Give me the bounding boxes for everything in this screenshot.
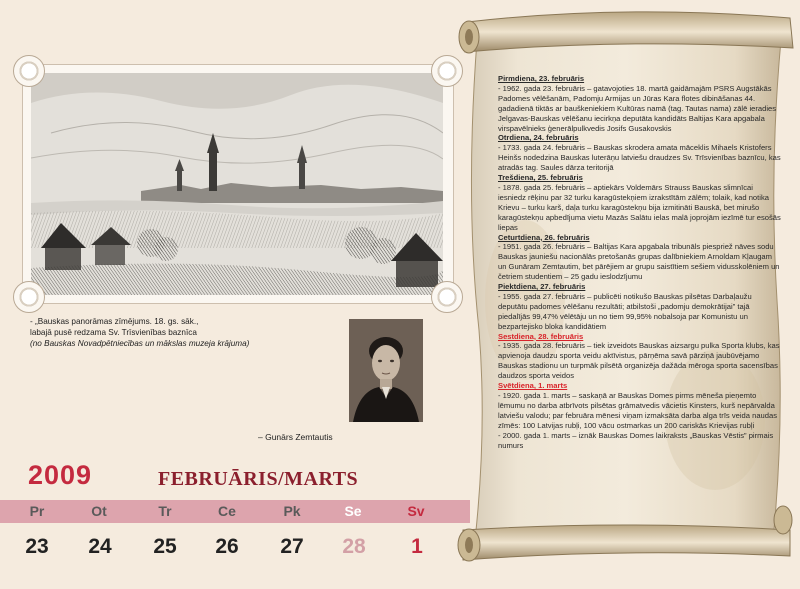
event-day-heading: Otrdiena, 24. februāris bbox=[498, 133, 579, 143]
panorama-engraving-image bbox=[31, 73, 443, 295]
scroll-events-text bbox=[498, 74, 782, 450]
weekday-label-saturday: Se bbox=[344, 503, 362, 519]
frame-corner-ornament bbox=[13, 55, 45, 87]
calendar-date-saturday: 28 bbox=[342, 535, 366, 558]
event-text: - 1920. gada 1. marts – saskaņā ar Bauskas Domes pirms mēneša pieņemto lēmumu no darba atbrīvots pilsētas grāmatvedis vācietis Kinsters, kurš nepārvalda latviešu valodu; par februāra mēnesi viņam izmaksāta darba alga trīs veida naudas zīmēs: 100 Latvijas rubļi, 100 vācu ostmarkas un 200 cariskās Krievijas rubļi - 2000. gada 1. marts – iznāk Bauskas Domes laikraksts „Bauskas Vēstis” pirmais numurs bbox=[498, 391, 778, 450]
weekday-label-sunday: Sv bbox=[407, 503, 425, 519]
weekday-label: Ce bbox=[218, 503, 236, 519]
calendar-month: FEBRUĀRIS/MARTS bbox=[158, 468, 359, 490]
event-day-heading-saturday: Sestdiena, 28. februāris bbox=[498, 331, 584, 341]
event-day-heading: Piektdiena, 27. februāris bbox=[498, 282, 586, 292]
event-day-heading-sunday: Svētdiena, 1. marts bbox=[498, 381, 568, 391]
weekday-label: Tr bbox=[158, 503, 172, 519]
weekday-label: Pr bbox=[29, 503, 45, 519]
event-day-heading: Trešdiena, 25. februāris bbox=[498, 173, 583, 183]
calendar-date: 26 bbox=[215, 535, 239, 558]
portrait-photo bbox=[349, 319, 423, 422]
event-day-heading: Ceturtdiena, 26. februāris bbox=[498, 232, 590, 242]
event-text: - 1951. gada 26. februāris – Baltijas Kara apgabala tribunāls piespriež nāves sodu Bauskas jauniešu nacionālās pretošanās grupas dalībniekiem Arnoldam Kļaugam un Gunāram Zemtautim, bet pārējiem ar grupu saistītiem sešiem vidusskolēniem un četriem studentiem – 25 gadu ieslodzījumu bbox=[498, 242, 780, 282]
engraving-caption bbox=[30, 316, 350, 349]
calendar-date: 24 bbox=[88, 535, 112, 558]
engraving-caption-source: (no Bauskas Novadpētniecības un mākslas muzeja krājuma) bbox=[30, 339, 250, 348]
frame-corner-ornament bbox=[13, 281, 45, 313]
weekday-label: Ot bbox=[91, 503, 107, 519]
engraving-caption-line: labajā pusē redzama Sv. Trīsvienības baznīca bbox=[30, 328, 197, 337]
weekday-label: Pk bbox=[283, 503, 301, 519]
event-text: - 1878. gada 25. februāris – aptiekārs Voldemārs Strauss Bauskas slimnīcai iesniedz rēķinu par 32 turku karagūstekņiem izrakstītām zālēm; tolaik, kad notika Krievu – turku karš, daļa turku karagūstekņu bija izmitināti Bauskā, bet mirušo karagūstekņu apbedījuma vietu Mazās Salātu ielas malā joprojām iezīmē tur esošās liepas bbox=[498, 182, 781, 232]
event-text: - 1733. gada 24. februāris – Bauskas skrodera amata māceklis Mihaels Kristofers Heinšs nodedzina Bauskas luterāņu latviešu draudzes Sv. Trīsvienības baznīcu, kas atradās tag. Saules dārza teritorijā bbox=[498, 143, 781, 173]
event-day-heading: Pirmdiena, 23. februāris bbox=[498, 74, 585, 83]
calendar-date: 23 bbox=[25, 535, 49, 558]
portrait-caption: – Gunārs Zemtautis bbox=[258, 432, 333, 442]
engraving-frame bbox=[22, 64, 454, 304]
calendar-date: 27 bbox=[280, 535, 304, 558]
calendar-date: 25 bbox=[153, 535, 177, 558]
event-text: - 1935. gada 28. februāris – tiek izveidots Bauskas aizsargu pulka Sporta klubs, kas apvienoja daudzu sporta veidu aktīvistus, pārņēma savā pārziņā jaubūvējamo Bauskas stadionu un turpmāk pilsētā organizēja dažāda mēroga sporta sacensības daudzos sporta veidos bbox=[498, 341, 780, 381]
engraving-caption-line: - „Bauskas panorāmas zīmējums. 18. gs. sāk., bbox=[30, 317, 199, 326]
calendar-year: 2009 bbox=[28, 460, 93, 490]
event-text: - 1955. gada 27. februāris – publicēti notikušo Bauskas pilsētas Darbaļaužu deputātu padomes vēlēšanu rezultāti; atbilstoši „padomju demokrātijai” tajā piedalījās 99,47% vēlētāju un no tiem 99,95% nobalsoja par Komunistu un bezpartejisko bloka kandidātiem bbox=[498, 291, 752, 331]
event-text: - 1962. gada 23. februāris – gatavojoties 18. martā gaidāmajām PSRS Augstākās Padomes vēlēšanām, Padomju Armijas un Jūras Kara flotes dibināšanas 44. gadadienā tiktās ar bauškeniekiem Kultūras namā (tag. Tautas nama) zālē ieradies Jelgavas-Bauskas vēlēšanu iecirkņa deputāta kandidāts Baltijas Kara apgabala virspavēlnieks ģenerālpulkvedis Josifs Gusakovskis bbox=[498, 83, 777, 133]
calendar-date-sunday: 1 bbox=[411, 535, 423, 558]
